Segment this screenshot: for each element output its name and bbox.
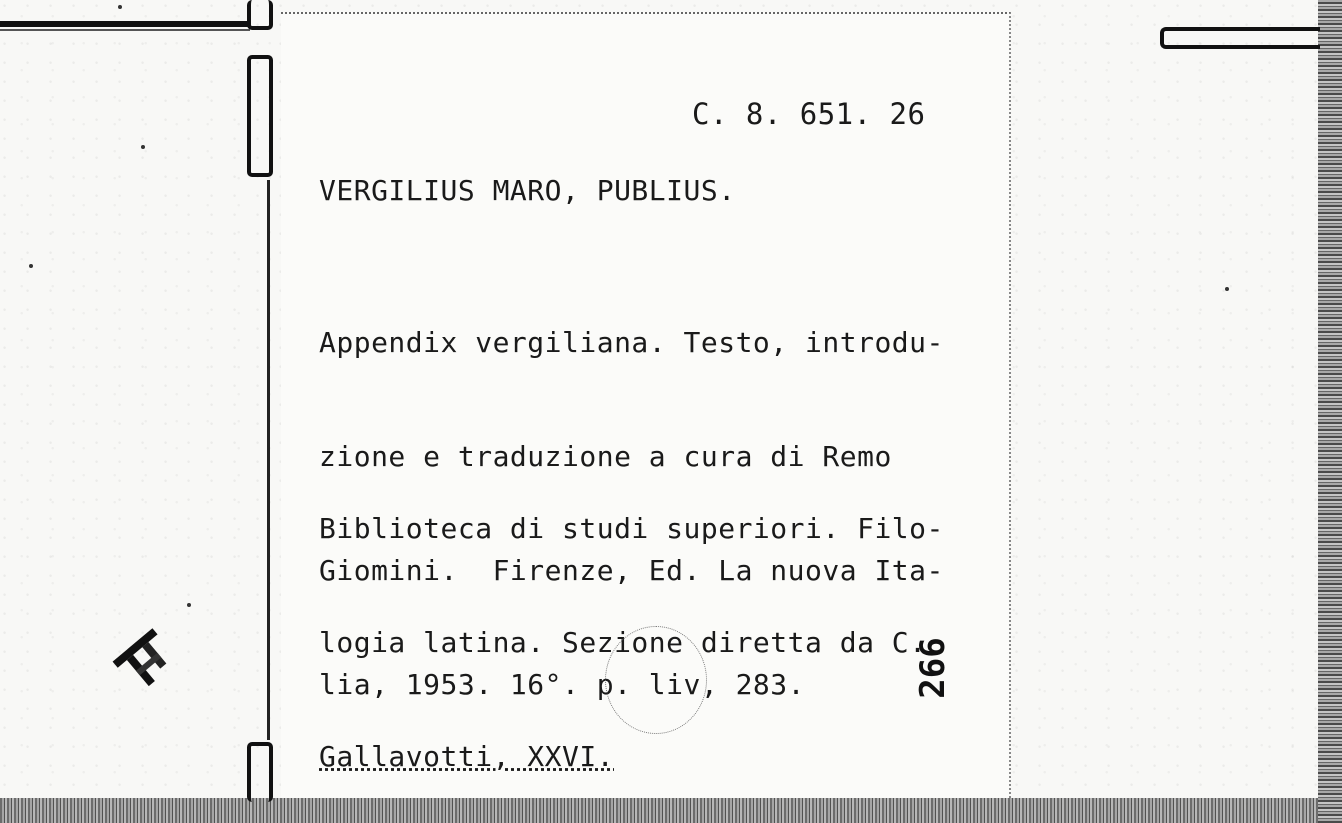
description-line: lia, 1953. 16°. p. liv, 283.: [319, 668, 806, 701]
series-line: Gallavotti, XXVI.: [319, 740, 615, 773]
speck: [1225, 287, 1229, 291]
corner-stamp-mark: [113, 628, 180, 694]
series-line: logia latina. Sezione diretta da C.: [319, 626, 927, 659]
call-number: C. 8. 651. 26: [692, 97, 926, 131]
speck: [29, 264, 33, 268]
punch-hole-outline: [605, 626, 707, 734]
series-line: Biblioteca di studi superiori. Filo-: [319, 512, 944, 545]
speck: [141, 145, 145, 149]
series-note: [319, 434, 944, 823]
scan-right-edge: [1318, 0, 1342, 823]
description-line: Giomini. Firenze, Ed. La nuova Ita-: [319, 554, 944, 587]
speck: [187, 603, 191, 607]
holder-rod-left: [0, 21, 250, 27]
card-clip-top: [247, 0, 273, 30]
author-heading: VERGILIUS MARO, PUBLIUS.: [319, 174, 736, 207]
holder-rod-right: [1160, 27, 1320, 49]
description-line: zione e traduzione a cura di Remo: [319, 440, 892, 473]
description-line: Appendix vergiliana. Testo, introdu-: [319, 326, 944, 359]
card-left-edge-line: [267, 180, 270, 740]
vertical-stamp-number: 266: [913, 637, 953, 699]
speck: [118, 5, 122, 9]
card-clip-bottom: [247, 742, 273, 802]
card-clip-upper: [247, 55, 273, 177]
